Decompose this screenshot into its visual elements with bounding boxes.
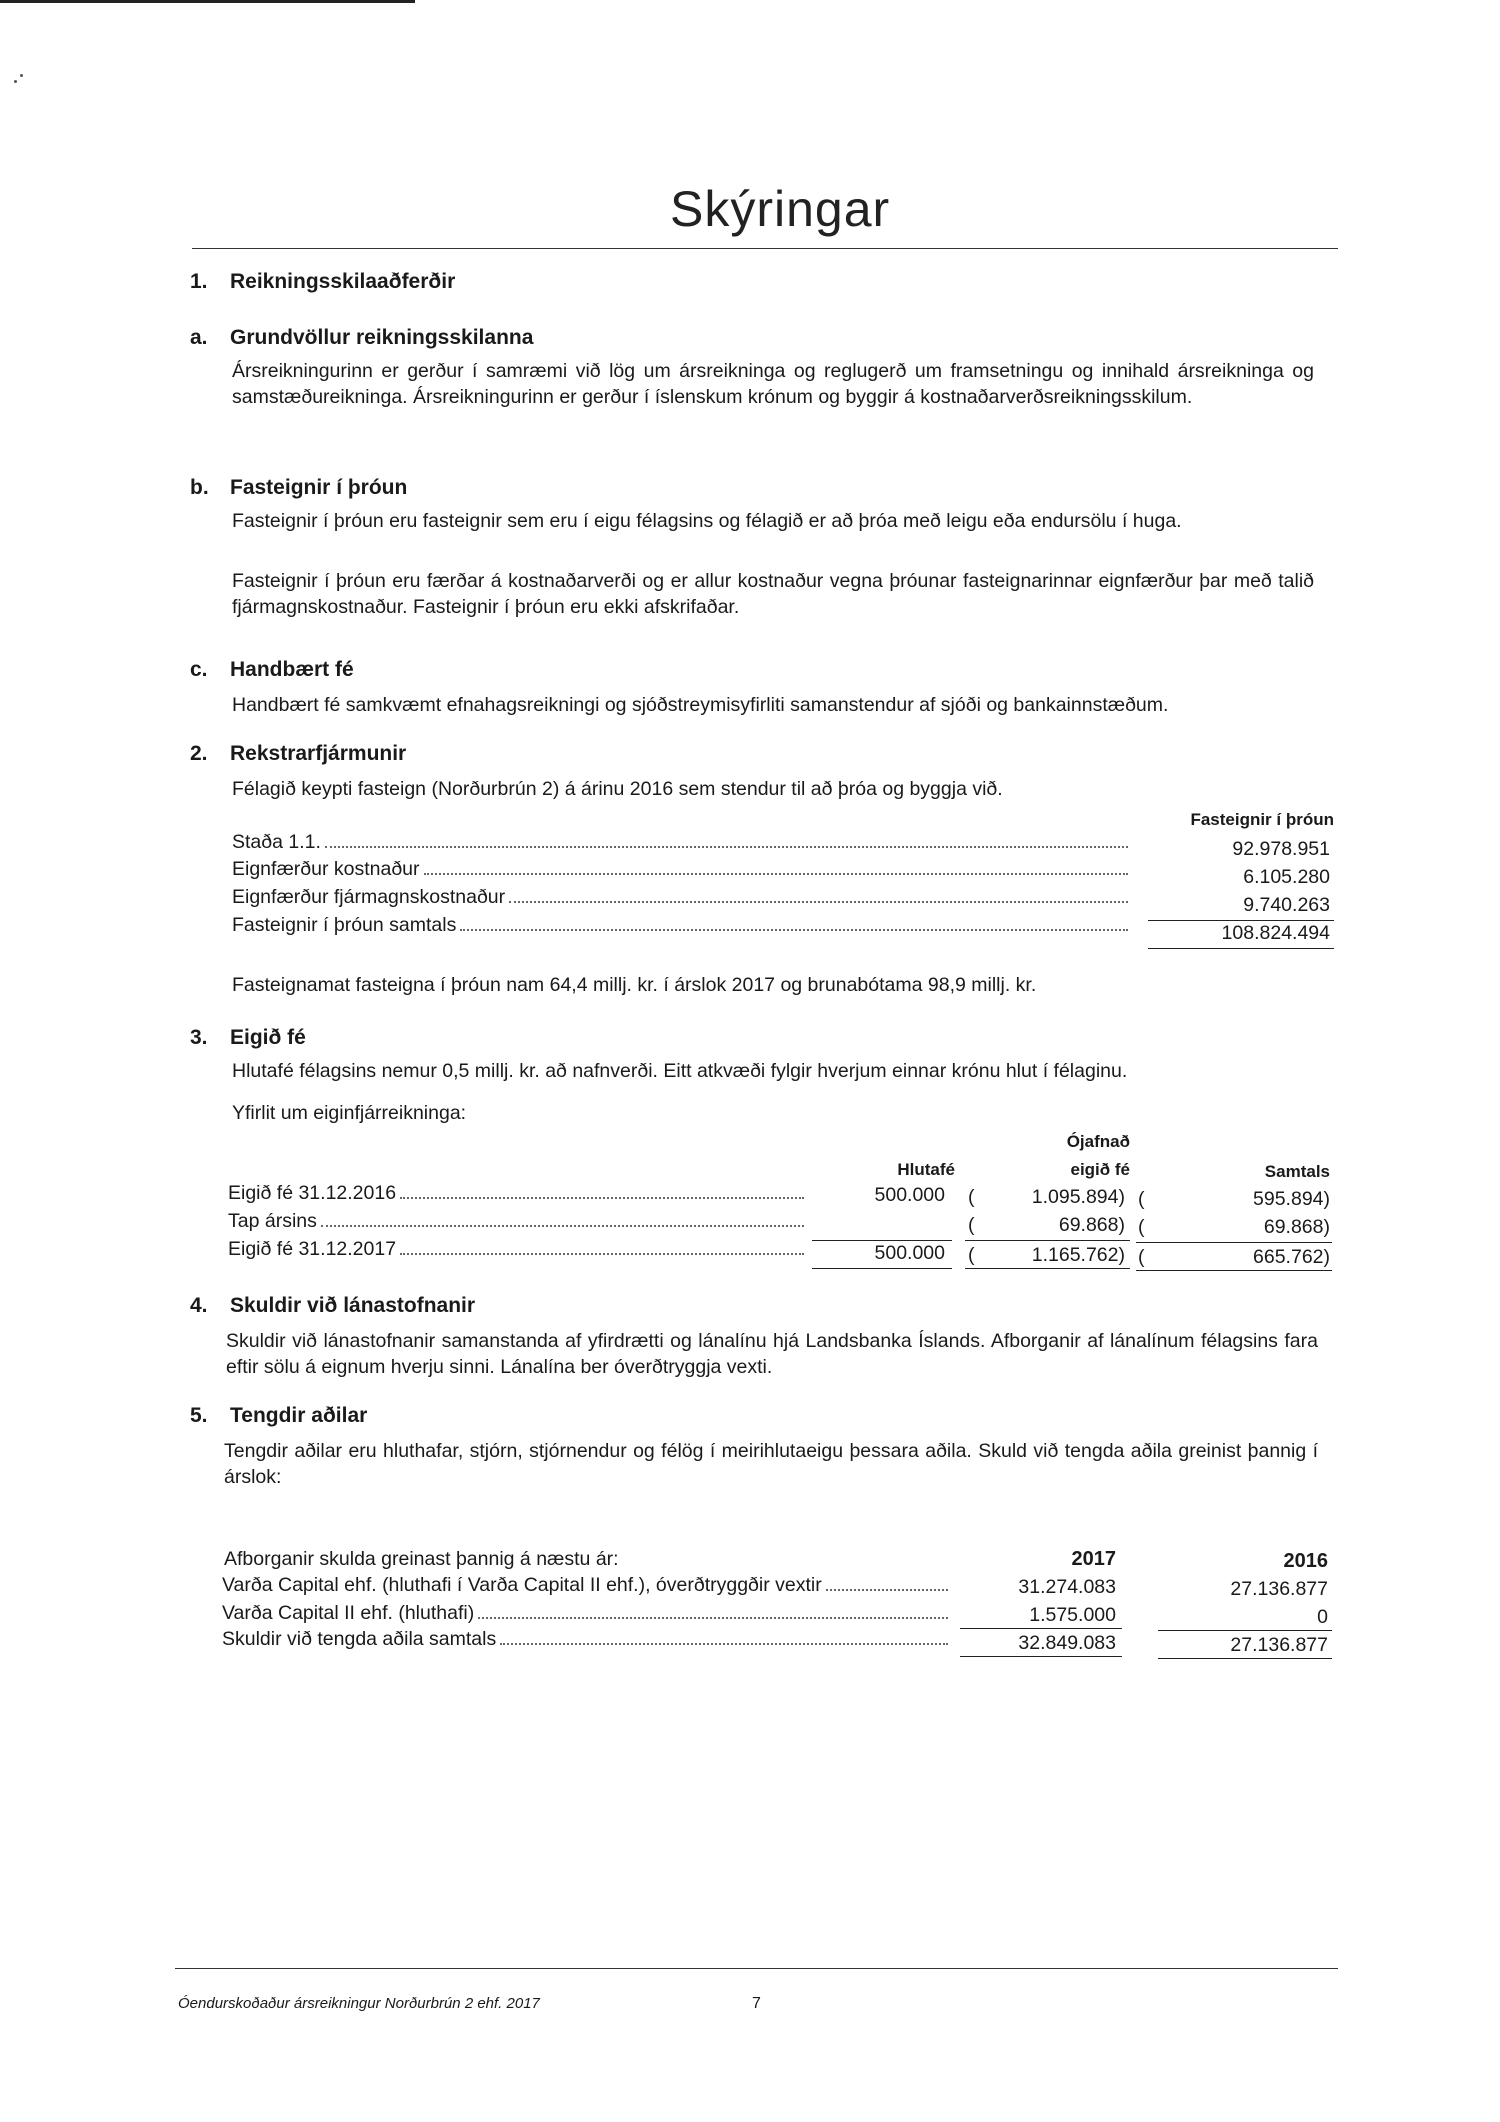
cell-samtals: 665.762) [1253, 1246, 1330, 1268]
table-row-label [228, 1182, 804, 1205]
total-rule [965, 1268, 1130, 1269]
title-rule [192, 248, 1338, 249]
leader-dots [826, 1574, 948, 1591]
section-2-text [232, 776, 1003, 802]
row-label: Varða Capital ehf. (hluthafi í Varða Capital II ehf.), óverðtryggðir vextir [222, 1574, 822, 1596]
subsection-1c-heading [190, 658, 354, 682]
subtotal-rule [1136, 1242, 1332, 1243]
subsection-title: Grundvöllur reikningsskilanna [230, 326, 534, 349]
subtotal-rule [1148, 920, 1334, 921]
subsection-letter: a. [190, 326, 208, 349]
section-2-note [232, 972, 1036, 998]
column-header-ojafnad: Ójafnað [1066, 1132, 1130, 1151]
row-label: Eigið fé 31.12.2017 [228, 1238, 397, 1260]
row-label: Tap ársins [228, 1210, 317, 1232]
subtotal-rule [960, 1628, 1122, 1629]
section-4-text [226, 1328, 1318, 1380]
cell-ojafnad: 1.165.762) [1031, 1244, 1125, 1266]
section-number: 4. [190, 1294, 208, 1317]
section-3-intro [232, 1100, 466, 1126]
table-title: Afborganir skulda greinast þannig á næstu ár: [224, 1548, 619, 1570]
cell-2017: 32.849.083 [1018, 1632, 1116, 1654]
cell-ojafnad: 69.868) [1058, 1214, 1125, 1236]
paragraph: Handbært fé samkvæmt efnahagsreikningi og sjóðstreymisyfirliti samanstendur af sjóði og bankainnstæðum. [232, 694, 1169, 716]
section-number: 2. [190, 742, 208, 765]
paragraph: Fasteignamat fasteigna í þróun nam 64,4 millj. kr. í árslok 2017 og brunabótama 98,9 millj. kr. [232, 974, 1037, 996]
total-rule [1136, 1270, 1332, 1271]
cell-hlutafe: 500.000 [874, 1242, 945, 1264]
section-3-text [232, 1058, 1127, 1084]
paragraph: Fasteignir í þróun eru fasteignir sem eru í eigu félagsins og félagið er að þróa með leigu eða endursölu í huga. [232, 510, 1182, 532]
subsection-1a-text [232, 358, 1314, 410]
table-row-label [222, 1628, 948, 1651]
total-rule [1158, 1658, 1332, 1659]
row-value: 9.740.263 [1243, 894, 1330, 916]
scan-top-edge-line [0, 0, 415, 3]
open-paren: ( [968, 1186, 975, 1208]
table-row-label [232, 831, 1128, 854]
column-header-hlutafe: Hlutafé [897, 1160, 955, 1179]
open-paren: ( [968, 1244, 975, 1266]
column-header-2016: 2016 [1283, 1550, 1328, 1572]
table-row-label [228, 1210, 804, 1233]
cell-2016: 27.136.877 [1230, 1634, 1328, 1656]
section-3-heading [190, 1026, 306, 1050]
section-5-text [224, 1438, 1318, 1490]
scan-speck [14, 80, 17, 83]
open-paren: ( [1138, 1246, 1145, 1268]
subsection-letter: b. [190, 476, 209, 499]
section-title: Reikningsskilaaðferðir [230, 270, 456, 293]
table-row-label [232, 914, 1128, 937]
section-5-heading [190, 1404, 367, 1428]
table-row-label [232, 886, 1128, 909]
row-label: Skuldir við tengda aðila samtals [222, 1628, 497, 1650]
table-row-label [228, 1238, 804, 1261]
subtotal-rule [965, 1240, 1130, 1241]
column-header-eigid-fe: eigið fé [1070, 1160, 1130, 1179]
cell-2016: 27.136.877 [1230, 1578, 1328, 1600]
section-4-heading [190, 1294, 475, 1318]
cell-2017: 31.274.083 [1018, 1576, 1116, 1598]
section-title: Skuldir við lánastofnanir [230, 1294, 476, 1317]
row-label: Eigið fé 31.12.2016 [228, 1182, 397, 1204]
leader-dots [400, 1238, 804, 1255]
row-label: Fasteignir í þróun samtals [232, 914, 457, 936]
leader-dots [325, 831, 1128, 848]
leader-dots [500, 1628, 948, 1645]
section-title: Tengdir aðilar [230, 1404, 368, 1427]
section-number: 5. [190, 1404, 208, 1427]
table-row-label [232, 858, 1128, 881]
cell-samtals: 69.868) [1263, 1216, 1330, 1238]
cell-samtals: 595.894) [1253, 1188, 1330, 1210]
row-label: Varða Capital II ehf. (hluthafi) [222, 1602, 475, 1624]
scan-speck [20, 74, 23, 77]
leader-dots [321, 1210, 804, 1227]
subsection-1b-heading [190, 476, 407, 500]
subsection-letter: c. [190, 658, 208, 681]
paragraph: Hlutafé félagsins nemur 0,5 millj. kr. að nafnverði. Eitt atkvæði fylgir hverjum einnar krónu hlut í félaginu. [232, 1060, 1128, 1082]
paragraph: Skuldir við lánastofnanir samanstanda af yfirdrætti og lánalínu hjá Landsbanka Íslands. Afborganir af lánalínum félagsins fara eftir sölu á eignum hverju sinni. Lánalína ber óverðtryggja vexti. [226, 1330, 1318, 1378]
paragraph: Fasteignir í þróun eru færðar á kostnaðarverði og er allur kostnaður vegna þróunar fasteignarinnar eignfærður þar með talið fjármagnskostnaður. Fasteignir í þróun eru ekki afskrifaðar. [232, 570, 1314, 618]
paragraph: Yfirlit um eiginfjárreikninga: [232, 1102, 467, 1124]
footer-text: Óendurskoðaður ársreikningur Norðurbrún 2 ehf. 2017 [178, 1995, 540, 2012]
section-2-heading [190, 742, 406, 766]
subsection-1b-text-2 [232, 568, 1314, 620]
table-row-label [222, 1602, 948, 1625]
leader-dots [509, 886, 1128, 903]
open-paren: ( [1138, 1188, 1145, 1210]
subsection-title: Handbært fé [230, 658, 354, 681]
subtotal-rule [1158, 1630, 1332, 1631]
total-rule [812, 1268, 952, 1269]
paragraph: Ársreikningurinn er gerður í samræmi við lög um ársreikninga og reglugerð um framsetningu og innihald ársreikninga og samstæðureikninga. Ársreikningurinn er gerður í íslenskum krónum og byggir á kostnaðarverðsreikningsskilum. [232, 360, 1314, 408]
page-number: 7 [752, 1995, 761, 2012]
cell-2017: 1.575.000 [1029, 1604, 1116, 1626]
section-title: Eigið fé [230, 1026, 306, 1049]
cell-ojafnad: 1.095.894) [1031, 1186, 1125, 1208]
row-label: Eignfærður kostnaður [232, 858, 420, 880]
cell-2016: 0 [1317, 1606, 1328, 1628]
leader-dots [424, 858, 1128, 875]
subsection-1c-text [232, 692, 1168, 718]
row-total-value: 108.824.494 [1221, 922, 1330, 944]
cell-hlutafe: 500.000 [874, 1184, 945, 1206]
total-rule [1148, 948, 1334, 949]
subtotal-rule [812, 1240, 952, 1241]
leader-dots [478, 1602, 948, 1619]
paragraph: Tengdir aðilar eru hluthafar, stjórn, stjórnendur og félög í meirihlutaeigu þessara aðila. Skuld við tengda aðila greinist þannig í árslok: [224, 1440, 1318, 1488]
table-row-label [222, 1574, 948, 1597]
row-label: Staða 1.1. [232, 831, 321, 853]
subsection-1a-heading [190, 326, 533, 350]
section-1-heading [190, 270, 455, 294]
row-value: 92.978.951 [1232, 838, 1330, 860]
section-title: Rekstrarfjármunir [230, 742, 407, 765]
row-label: Eignfærður fjármagnskostnaður [232, 886, 506, 908]
paragraph: Félagið keypti fasteign (Norðurbrún 2) á árinu 2016 sem stendur til að þróa og byggja við. [232, 778, 1003, 800]
leader-dots [400, 1182, 804, 1199]
leader-dots [460, 914, 1128, 931]
subsection-title: Fasteignir í þróun [230, 476, 408, 499]
section-number: 3. [190, 1026, 208, 1049]
open-paren: ( [968, 1214, 975, 1236]
total-rule [960, 1656, 1122, 1657]
page-title: Skýringar [670, 181, 891, 237]
section-number: 1. [190, 270, 208, 293]
subsection-1b-text-1 [232, 508, 1182, 534]
row-value: 6.105.280 [1243, 866, 1330, 888]
footer-rule [175, 1968, 1338, 1969]
open-paren: ( [1138, 1216, 1145, 1238]
column-header-samtals: Samtals [1264, 1162, 1330, 1181]
column-header-2017: 2017 [1071, 1548, 1116, 1570]
column-header-fasteignir: Fasteignir í þróun [1190, 810, 1334, 829]
